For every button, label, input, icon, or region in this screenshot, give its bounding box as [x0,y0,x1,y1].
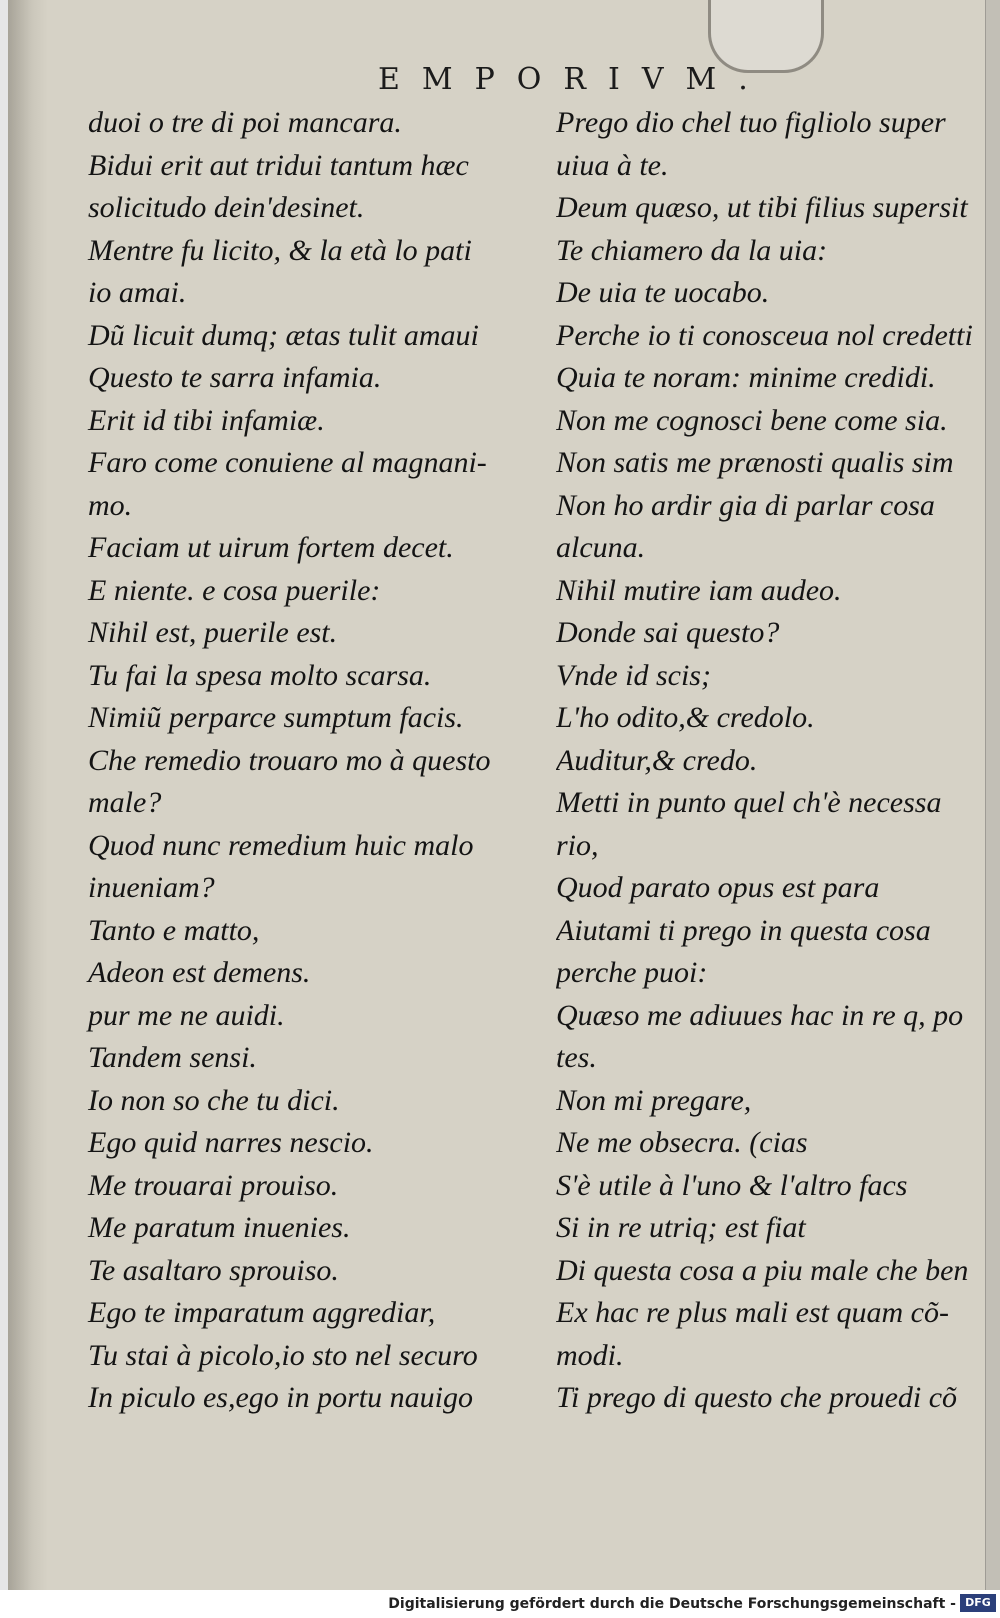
text-line: tes. [556,1041,597,1074]
text-line: Si in re utriq; est fiat [556,1211,806,1244]
text-line: Perche io ti conosceua nol credetti [556,318,973,352]
text-line: Tu fai la spesa molto scarsa. [88,658,432,692]
text-line: Ego quid narres nescio. [88,1126,374,1159]
text-line: Tu stai à picolo,io sto nel securo [88,1338,478,1372]
text-line: io amai. [88,276,187,309]
text-line: Tanto e matto, [88,913,260,947]
text-line: Che remedio trouaro mo à questo [88,743,491,777]
text-line: S'è utile à l'uno & l'altro facs [556,1168,908,1202]
text-line: inueniam? [88,871,215,904]
text-line: De uia te uocabo. [556,276,770,309]
text-line: Quod nunc remedium huic malo [88,828,474,862]
text-line: male? [88,786,162,819]
text-line: L'ho odito,& credolo. [556,701,815,734]
adjacent-page-edge [985,0,1000,1590]
text-line: Io non so che tu dici. [88,1083,340,1117]
text-line: Quæso me adiuues hac in re q, po [556,998,964,1032]
text-line: Non me cognosci bene come sia. [556,403,948,437]
footer-credit: Digitalisierung gefördert durch die Deutsche Forschungsgemeinschaft - [388,1596,956,1612]
text-line: E niente. e cosa puerile: [88,573,381,607]
text-line: alcuna. [556,531,646,564]
text-line: Nihil mutire iam audeo. [556,573,842,607]
digitization-footer [0,1590,1000,1618]
dfg-logo: DFG [960,1594,996,1612]
text-line: solicitudo dein'desinet. [88,191,365,224]
book-page [8,0,1000,1590]
text-line: modi. [556,1338,624,1372]
text-line: pur me ne auidi. [88,998,285,1032]
text-line: Quod parato opus est para [556,871,880,904]
text-line: duoi o tre di poi mancara. [88,106,402,139]
text-line: Aiutami ti prego in questa cosa [556,913,931,947]
text-line: Me trouarai prouiso. [88,1168,339,1202]
page-gutter [8,0,48,1590]
text-line: Mentre fu licito, & la età lo pati [88,233,472,267]
text-line: perche puoi: [556,956,708,989]
right-column [556,102,1000,1420]
text-line: Me paratum inuenies. [88,1211,351,1244]
text-line: Nimiũ perparce sumptum facis. [88,701,464,734]
text-line: mo. [88,488,133,522]
text-line: Ex hac re plus mali est quam cõ- [556,1296,949,1329]
text-line: Prego dio chel tuo figliolo super [556,106,946,139]
text-line: Donde sai questo? [556,616,780,649]
text-line: In piculo es,ego in portu nauigo [88,1381,473,1414]
text-line: Faciam ut uirum fortem decet. [88,531,454,564]
text-line: Ego te imparatum aggrediar, [88,1296,436,1329]
text-line: Questo te sarra infamia. [88,361,382,394]
text-line: Faro come conuiene al magnani- [88,446,487,479]
text-line: Non mi pregare, [556,1083,752,1117]
text-line: Dũ licuit dumq; ætas tulit amaui [88,318,479,352]
text-line: Tandem sensi. [88,1041,257,1074]
text-line: Di questa cosa a piu male che ben [556,1253,969,1287]
text-line: Metti in punto quel ch'è necessa [556,786,942,819]
text-line: Ti prego di questo che prouedi cõ [556,1381,958,1414]
running-header: EMPORIVM. [378,62,770,97]
text-line: Deum quæso, ut tibi filius supersit [556,191,968,224]
text-line: Adeon est demens. [88,956,311,989]
text-line: Vnde id scis; [556,658,711,692]
text-line: Te asaltaro sprouiso. [88,1253,339,1287]
text-line: Quia te noram: minime credidi. [556,361,936,394]
text-line: uiua à te. [556,148,669,182]
left-column [88,102,558,1420]
text-line: Erit id tibi infamiæ. [88,403,325,437]
text-line: Non ho ardir gia di parlar cosa [556,488,935,522]
text-line: Ne me obsecra. (cias [556,1126,808,1159]
text-line: Auditur,& credo. [556,743,758,777]
text-line: Bidui erit aut tridui tantum hæc [88,148,469,182]
text-line: Te chiamero da la uia: [556,233,828,267]
text-line: Non satis me prænosti qualis sim [556,446,954,479]
text-line: Nihil est, puerile est. [88,616,338,649]
text-line: rio, [556,828,599,862]
